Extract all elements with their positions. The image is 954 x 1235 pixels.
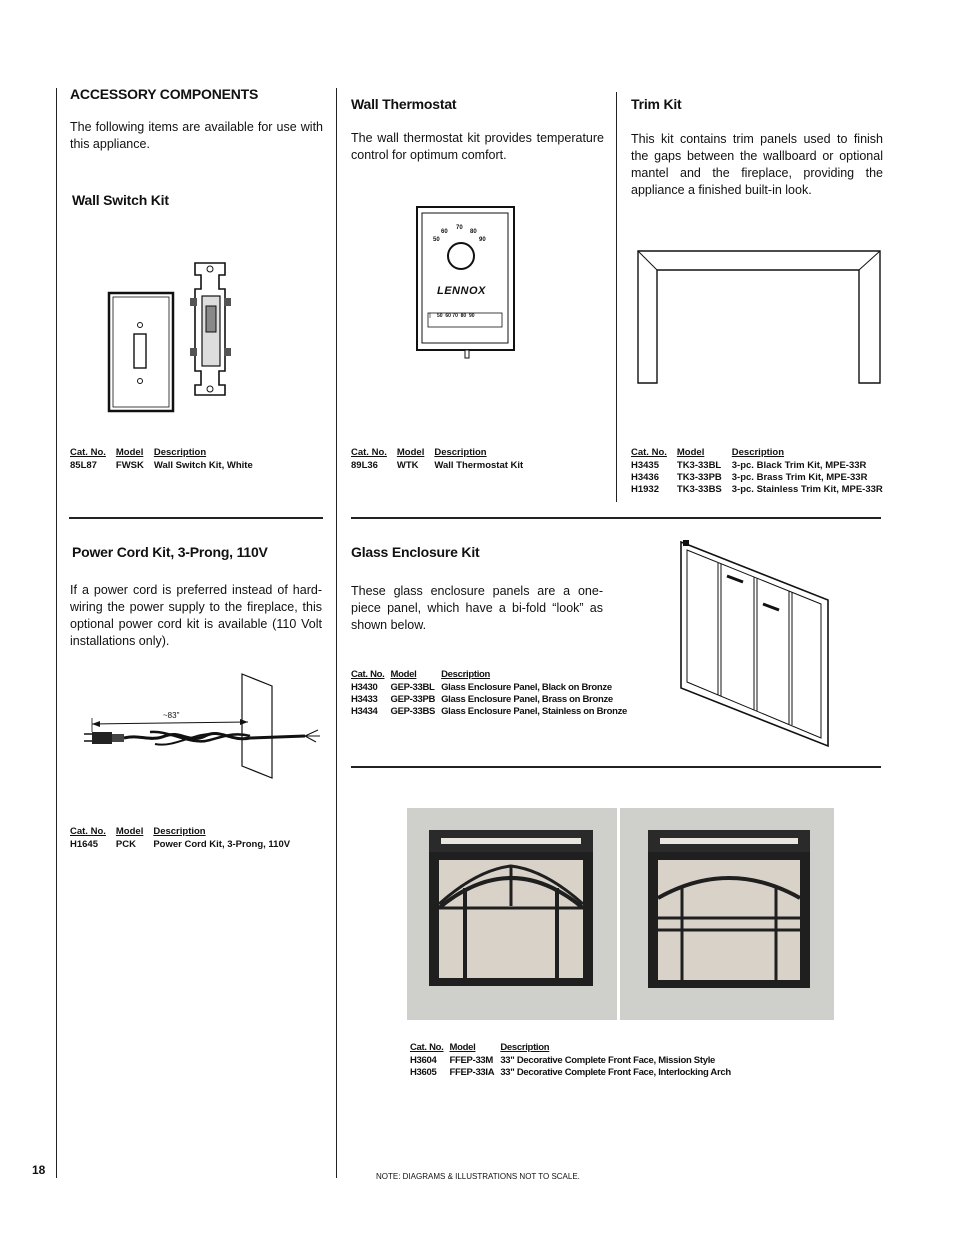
header-model: Model <box>115 826 144 837</box>
header-description: Description <box>731 447 785 458</box>
header-description: Description <box>153 826 206 837</box>
header-cat-no: Cat. No. <box>70 826 106 837</box>
wall-thermostat-text: The wall thermostat kit provides temperature control for optimum comfort. <box>351 131 604 162</box>
thermostat-dial-60: 60 <box>441 229 448 235</box>
header-cat-no: Cat. No. <box>70 447 106 458</box>
thermostat-dial-90: 90 <box>479 237 486 243</box>
glass-enclosure-illustration <box>675 540 835 750</box>
power-cord-illustration <box>80 672 325 782</box>
scale-note: NOTE: DIAGRAMS & ILLUSTRATIONS NOT TO SCALE. <box>376 1172 580 1181</box>
glass-enclosure-title: Glass Enclosure Kit <box>351 544 480 560</box>
cord-length-label: ~83" <box>163 711 180 720</box>
table-row: H3433 GEP-33PB Glass Enclosure Panel, Brass on Bronze <box>351 694 613 705</box>
trim-kit-parts-table <box>631 447 893 496</box>
header-model: Model <box>676 447 705 458</box>
glass-enclosure-parts-table <box>351 669 637 718</box>
header-cat-no: Cat. No. <box>631 447 667 458</box>
glass-enclosure-text: These glass enclosure panels are a one-piece panel, which have a bi-fold “look” as shown below. <box>351 584 603 632</box>
front-face-parts-table <box>410 1042 741 1079</box>
header-cat-no: Cat. No. <box>351 669 385 680</box>
header-model: Model <box>449 1042 476 1053</box>
table-row: H1645 PCK Power Cord Kit, 3-Prong, 110V <box>70 839 291 850</box>
table-row: H3434 GEP-33BS Glass Enclosure Panel, Stainless on Bronze <box>351 706 628 717</box>
wall-switch-title: Wall Switch Kit <box>72 192 169 208</box>
header-description: Description <box>441 669 491 680</box>
section-rule-lower <box>351 766 881 768</box>
trim-kit-text: This kit contains trim panels used to finish the gaps between the wallboard or optional mantel and the fireplace, providing the appliance a finished built-in look. <box>631 132 883 197</box>
wall-thermostat-parts-table <box>351 447 533 472</box>
header-description: Description <box>153 447 207 458</box>
header-description: Description <box>500 1042 550 1053</box>
table-row: H3436 TK3-33PB 3-pc. Brass Trim Kit, MPE-33R <box>631 472 868 483</box>
thermostat-illustration <box>416 206 516 361</box>
page-number: 18 <box>32 1163 46 1177</box>
header-model: Model <box>396 447 425 458</box>
left-margin-rule <box>56 88 57 1178</box>
front-face-mission-illustration <box>407 808 617 1020</box>
section-rule-left <box>69 517 323 519</box>
header-cat-no: Cat. No. <box>351 447 387 458</box>
accessory-components-title: ACCESSORY COMPONENTS <box>70 86 259 102</box>
wall-switch-illustration <box>100 258 245 413</box>
column-divider-1 <box>336 88 337 1178</box>
table-row: H3605 FFEP-33IA 33" Decorative Complete Front Face, Interlocking Arch <box>410 1067 731 1078</box>
power-cord-parts-table <box>70 826 300 851</box>
power-cord-text: If a power cord is preferred instead of hard-wiring the power supply to the fireplace, this optional power cord kit is available (110 Volt installations only). <box>70 583 322 648</box>
thermostat-dial-50: 50 <box>433 237 440 243</box>
table-row: 89L36 WTK Wall Thermostat Kit <box>351 460 524 471</box>
table-row: 85L87 FWSK Wall Switch Kit, White <box>70 460 253 471</box>
thermostat-dial-70: 70 <box>456 225 463 231</box>
front-face-arch-illustration <box>620 808 834 1020</box>
wall-switch-parts-table <box>70 447 263 472</box>
trim-kit-illustration <box>637 250 882 385</box>
table-row: H3604 FFEP-33M 33" Decorative Complete Front Face, Mission Style <box>410 1055 716 1066</box>
power-cord-title: Power Cord Kit, 3-Prong, 110V <box>72 544 268 560</box>
table-row: H3430 GEP-33BL Glass Enclosure Panel, Black on Bronze <box>351 682 612 693</box>
trim-kit-title: Trim Kit <box>631 96 682 112</box>
column-divider-2 <box>616 92 617 502</box>
thermostat-scale: 50 60 70 80 90 <box>437 313 475 319</box>
header-model: Model <box>390 669 417 680</box>
section-rule-right <box>351 517 881 519</box>
table-row: H1932 TK3-33BS 3-pc. Stainless Trim Kit, MPE-33R <box>631 484 883 495</box>
lennox-logo: LENNOX <box>437 285 486 297</box>
header-description: Description <box>434 447 487 458</box>
header-model: Model <box>115 447 144 458</box>
table-row: H3435 TK3-33BL 3-pc. Black Trim Kit, MPE-33R <box>631 460 867 471</box>
wall-thermostat-title: Wall Thermostat <box>351 96 457 112</box>
header-cat-no: Cat. No. <box>410 1042 444 1053</box>
thermostat-dial-80: 80 <box>470 229 477 235</box>
accessory-intro: The following items are available for use with this appliance. <box>70 120 323 151</box>
